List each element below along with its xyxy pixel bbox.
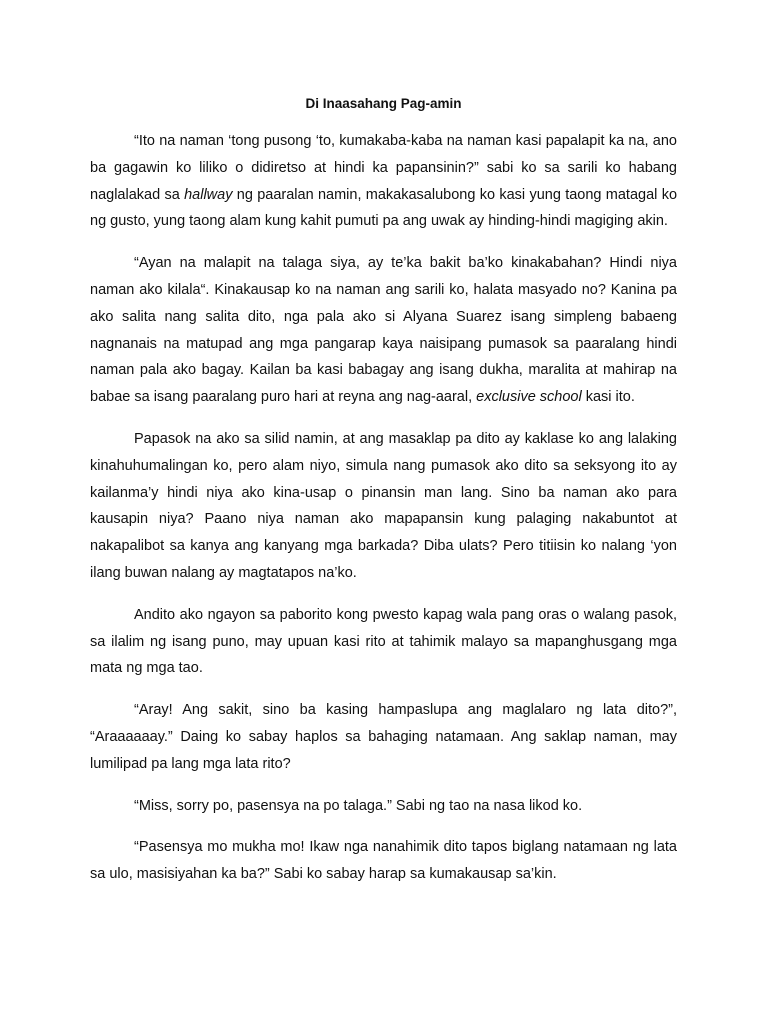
document-title: Di Inaasahang Pag-amin	[305, 96, 462, 111]
paragraph-4	[90, 602, 677, 682]
paragraph-7-text: “Pasensya mo mukha mo! Ikaw nga nanahimik dito tapos biglang natamaan ng lata sa ulo, masisiyahan ka ba?” Sabi ko sabay harap sa kumakausap sa’kin.	[90, 839, 677, 883]
paragraph-1	[90, 128, 677, 235]
paragraph-4-text: Andito ako ngayon sa paborito kong pwesto kapag wala pang oras o walang pasok, sa ilalim ng isang puno, may upuan kasi rito at tahimik malayo sa mapanghusgang mga mata ng mga tao.	[90, 606, 677, 677]
paragraph-1-italic: hallway	[184, 186, 233, 203]
paragraph-3-text: Papasok na ako sa silid namin, at ang masaklap pa dito ay kaklase ko ang lalaking kinahuhumalingan ko, pero alam niyo, simula nang pumasok ako dito sa seksyong ito ay kailanma’y hindi niya ako kina-usap o pinansin man lang. Sino ba naman ako para kausapin niya? Paano niya naman ako mapapansin kung palaging nakabuntot at nakapalibot sa kanya ang kanyang mga barkada? Diba ulats? Pero titiisin ko nalang ‘yon ilang buwan nalang ay magtatapos na’ko.	[90, 430, 677, 581]
paragraph-3	[90, 426, 677, 587]
paragraph-2	[90, 250, 677, 411]
paragraph-6-text: “Miss, sorry po, pasensya na po talaga.” Sabi ng tao na nasa likod ko.	[134, 797, 583, 814]
paragraph-5	[90, 697, 677, 777]
paragraph-2-italic: exclusive school	[476, 389, 582, 406]
paragraph-2-text-a: “Ayan na malapit na talaga siya, ay te’ka bakit ba’ko kinakabahan? Hindi niya naman ako kilala“. Kinakausap ko na naman ang sarili ko, halata masyado no? Kanina pa ako salita nang salita dito, nga pala ako si Alyana Suarez isang simpleng babaeng nagnanais na matupad ang mga pangarap kaya naisipang pumasok sa paaralang hindi naman pala ako bagay. Kailan ba kasi babagay ang isang dukha, maralita at mahirap na babae sa isang paaralang puro hari at reyna ang nag-aaral,	[90, 255, 677, 406]
paragraph-7	[90, 834, 677, 888]
paragraph-6	[90, 793, 677, 820]
paragraph-1-text-a: “Ito na naman ‘tong pusong ‘to, kumakaba-kaba na naman kasi papalapit ka na, ano ba gagawin ko liliko o didiretso at hindi ka papansinin?” sabi ko sa sarili ko habang naglalakad sa	[90, 133, 677, 203]
document-page	[90, 95, 677, 903]
paragraph-1-text-b: ng paaralan namin, makakasalubong ko kasi yung taong matagal ko ng gusto, yung taong alam kung kahit pumuti pa ang uwak ay hinding-hindi magiging akin.	[90, 186, 678, 230]
paragraph-5-text: “Aray! Ang sakit, sino ba kasing hampaslupa ang maglalaro ng lata dito?”, “Araaaaaay.” Daing ko sabay haplos sa bahaging natamaan. Ang saklap naman, may lumilipad pa lang mga lata rito?	[90, 702, 677, 772]
paragraph-2-text-b: kasi ito.	[581, 389, 635, 406]
